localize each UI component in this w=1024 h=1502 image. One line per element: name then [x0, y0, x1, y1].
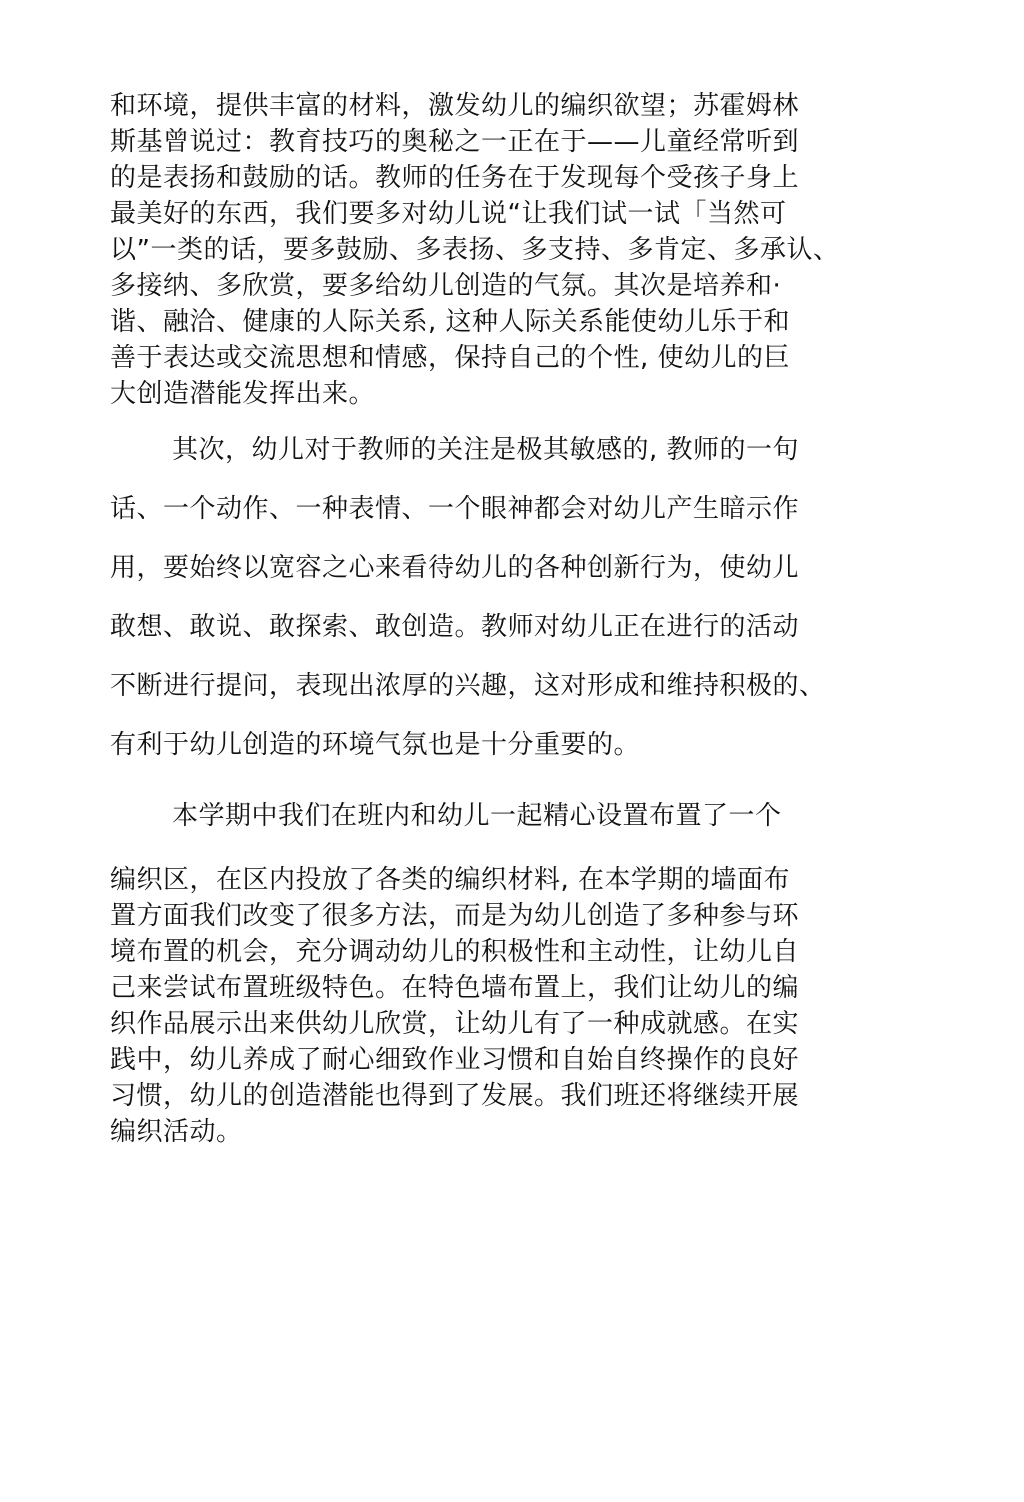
text-line: 最美好的东西，我们要多对幼儿说“让我们试一试「当然可 [110, 199, 787, 229]
text-line: 以”一类的话，要多鼓励、多表扬、多支持、多肯定、多承认、 [110, 235, 840, 265]
text-line: 己来尝试布置班级特色。在特色墙布置上，我们让幼儿的编 [110, 973, 800, 1003]
text-line: 置方面我们改变了很多方法，而是为幼儿创造了多种参与环 [110, 901, 800, 931]
text-line: 不断进行提问，表现出浓厚的兴趣，这对形成和维持积极的、 [110, 671, 826, 701]
text-line: 境布置的机会，充分调动幼儿的积极性和主动性，让幼儿自 [110, 937, 800, 967]
text-line: 习惯，幼儿的创造潜能也得到了发展。我们班还将继续开展 [110, 1081, 800, 1111]
text-line: 编织区，在区内投放了各类的编织材料, 在本学期的墙面布 [110, 865, 791, 895]
text-line: 敢想、敢说、敢探索、敢创造。教师对幼儿正在进行的活动 [110, 612, 800, 642]
text-line: 的是表扬和鼓励的话。教师的任务在于发现每个受孩子身上 [110, 163, 800, 193]
text-line: 织作品展示出来供幼儿欣赏，让幼儿有了一种成就感。在实 [110, 1009, 800, 1039]
text-line: 用，要始终以宽容之心来看待幼儿的各种创新行为，使幼儿 [110, 553, 800, 583]
text-line: 谐、融洽、健康的人际关系, 这种人际关系能使幼儿乐于和 [110, 307, 791, 337]
text-line: 话、一个动作、一种表情、一个眼神都会对幼儿产生暗示作 [110, 494, 800, 524]
paragraph-first-line: 本学期中我们在班内和幼儿一起精心设置布置了一个 [172, 801, 782, 831]
text-line: 和环境，提供丰富的材料，激发幼儿的编织欲望；苏霍姆林 [110, 91, 800, 121]
text-line: 大创造潜能发挥出来。 [110, 379, 376, 409]
text-line: 善于表达或交流思想和情感，保持自己的个性, 使幼儿的巨 [110, 343, 791, 373]
text-line: 多接纳、多欣赏，要多给幼儿创造的气氛。其次是培养和· [110, 271, 782, 301]
text-line: 斯基曾说过：教育技巧的奥秘之一正在于——儿童经常听到 [110, 127, 800, 157]
text-line: 有利于幼儿创造的环境气氛也是十分重要的。 [110, 730, 641, 760]
paragraph-first-line: 其次，幼儿对于教师的关注是极其敏感的, 教师的一句 [172, 435, 800, 465]
text-line: 践中，幼儿养成了耐心细致作业习惯和自始自终操作的良好 [110, 1045, 800, 1075]
text-line: 编织活动。 [110, 1117, 243, 1147]
